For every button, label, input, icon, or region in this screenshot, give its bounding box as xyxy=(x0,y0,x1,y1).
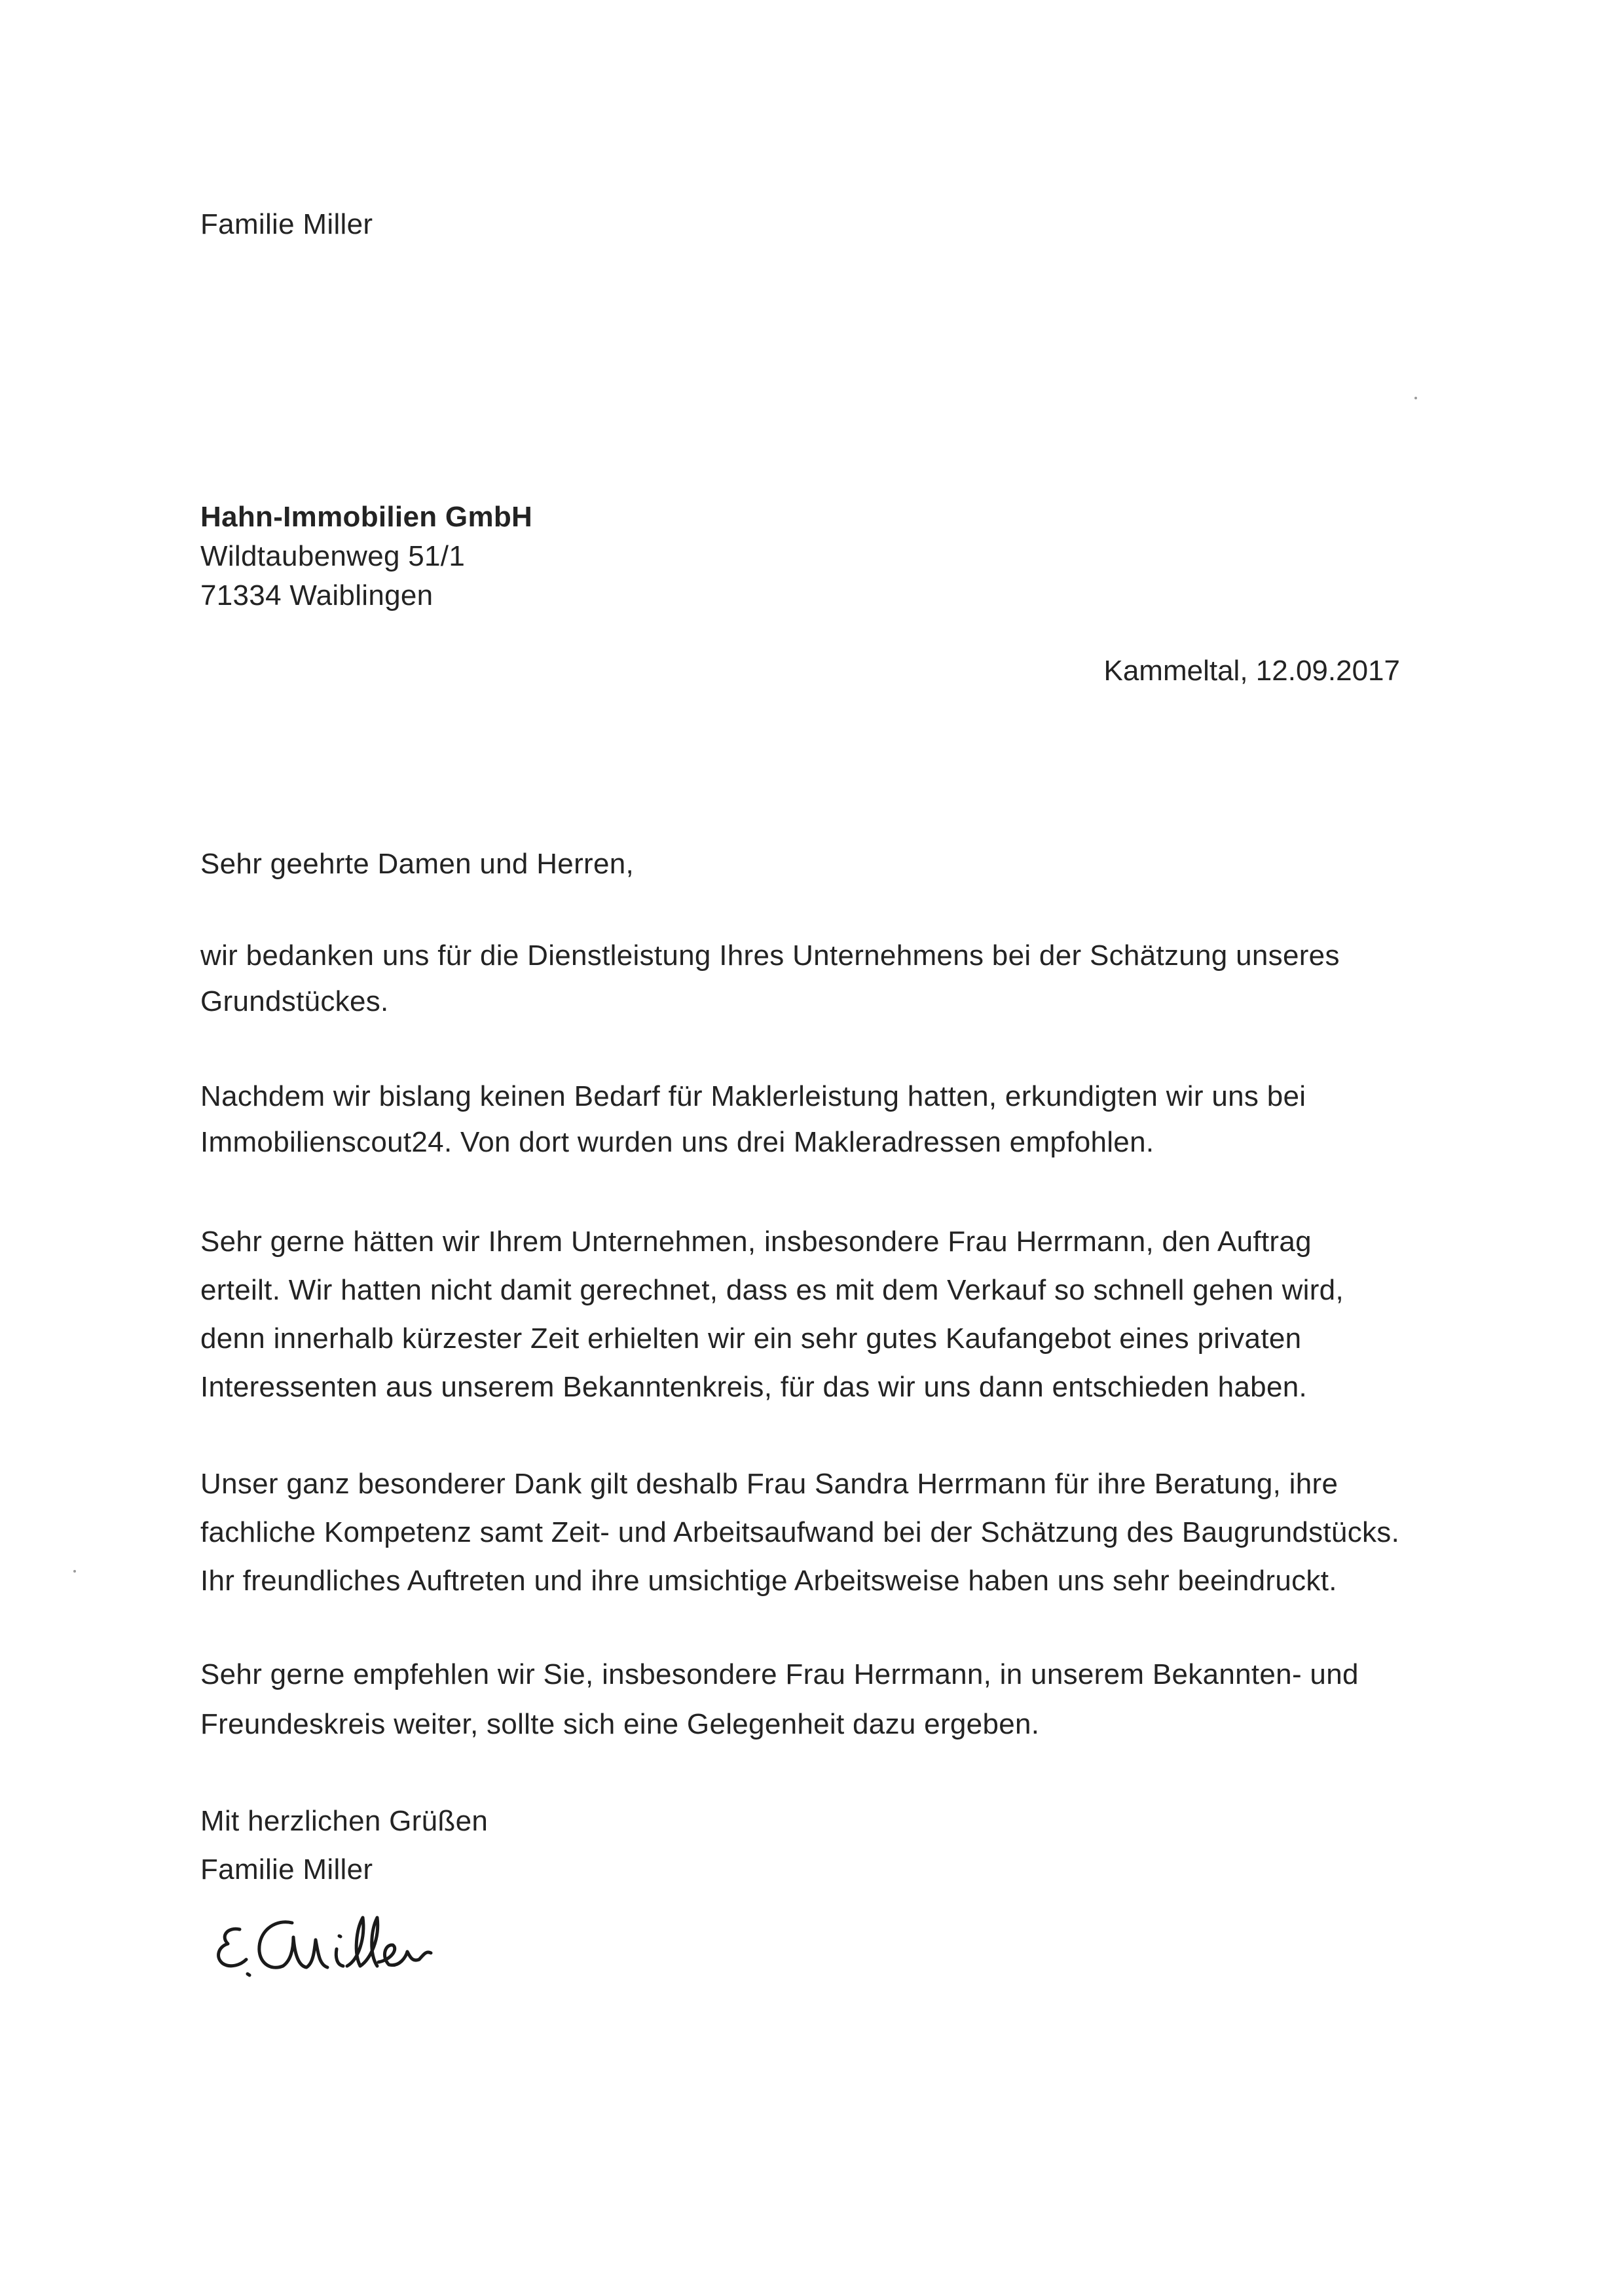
signature-stroke xyxy=(339,1936,341,1937)
scan-speck xyxy=(1414,397,1417,399)
paragraph-line: Ihr freundliches Auftreten und ihre umsichtige Arbeitsweise haben uns sehr beeindruckt. xyxy=(200,1565,1337,1597)
paragraph-thanks xyxy=(200,933,1340,1025)
salutation: Sehr geehrte Damen und Herren, xyxy=(200,848,635,880)
paragraph-special-thanks xyxy=(200,1460,1399,1605)
paragraph-line: fachliche Kompetenz samt Zeit- und Arbeitsaufwand bei der Schätzung des Baugrundstücks. xyxy=(200,1516,1400,1548)
paragraph-background xyxy=(200,1074,1306,1165)
paragraph-line: wir bedanken uns für die Dienstleistung Ihres Unternehmens bei der Schätzung unseres xyxy=(200,939,1340,972)
paragraph-recommendation xyxy=(200,1650,1359,1749)
paragraph-sale xyxy=(200,1218,1344,1412)
closing-name: Familie Miller xyxy=(200,1853,373,1886)
paragraph-line: Grundstückes. xyxy=(200,985,389,1017)
signature-stroke xyxy=(336,1949,343,1966)
paragraph-line: Freundeskreis weiter, sollte sich eine Gelegenheit dazu ergeben. xyxy=(200,1708,1040,1740)
scan-speck xyxy=(73,1570,76,1573)
paragraph-line: Sehr gerne hätten wir Ihrem Unternehmen, insbesondere Frau Herrmann, den Auftrag xyxy=(200,1226,1312,1258)
recipient-address xyxy=(200,498,532,615)
paragraph-line: Interessenten aus unserem Bekanntenkreis, für das wir uns dann entschieden haben. xyxy=(200,1371,1308,1403)
paragraph-line: denn innerhalb kürzester Zeit erhielten wir ein sehr gutes Kaufangebot eines privaten xyxy=(200,1322,1302,1355)
sender-name xyxy=(200,202,373,247)
sender-name-text: Familie Miller xyxy=(200,208,373,240)
signature-stroke xyxy=(259,1922,327,1968)
date-line: Kammeltal, 12.09.2017 xyxy=(1103,655,1400,687)
closing xyxy=(200,1797,488,1894)
handwritten-signature xyxy=(208,1889,523,2000)
recipient-city: 71334 Waiblingen xyxy=(200,579,434,611)
paragraph-line: Nachdem wir bislang keinen Bedarf für Maklerleistung hatten, erkundigten wir uns bei xyxy=(200,1080,1306,1112)
signature-stroke xyxy=(378,1945,431,1965)
signature-stroke xyxy=(347,1918,378,1966)
recipient-company: Hahn-Immobilien GmbH xyxy=(200,501,533,533)
closing-greeting: Mit herzlichen Grüßen xyxy=(200,1805,489,1837)
recipient-street: Wildtaubenweg 51/1 xyxy=(200,540,466,572)
paragraph-line: Immobilienscout24. Von dort wurden uns drei Makleradressen empfohlen. xyxy=(200,1126,1154,1158)
paragraph-line: Unser ganz besonderer Dank gilt deshalb Frau Sandra Herrmann für ihre Beratung, ihre xyxy=(200,1468,1338,1500)
paragraph-line: erteilt. Wir hatten nicht damit gerechnet, dass es mit dem Verkauf so schnell gehen wird, xyxy=(200,1274,1344,1306)
signature-stroke xyxy=(219,1929,246,1965)
signature-stroke xyxy=(248,1974,249,1975)
paragraph-line: Sehr gerne empfehlen wir Sie, insbesondere Frau Herrmann, in unserem Bekannten- und xyxy=(200,1658,1359,1690)
